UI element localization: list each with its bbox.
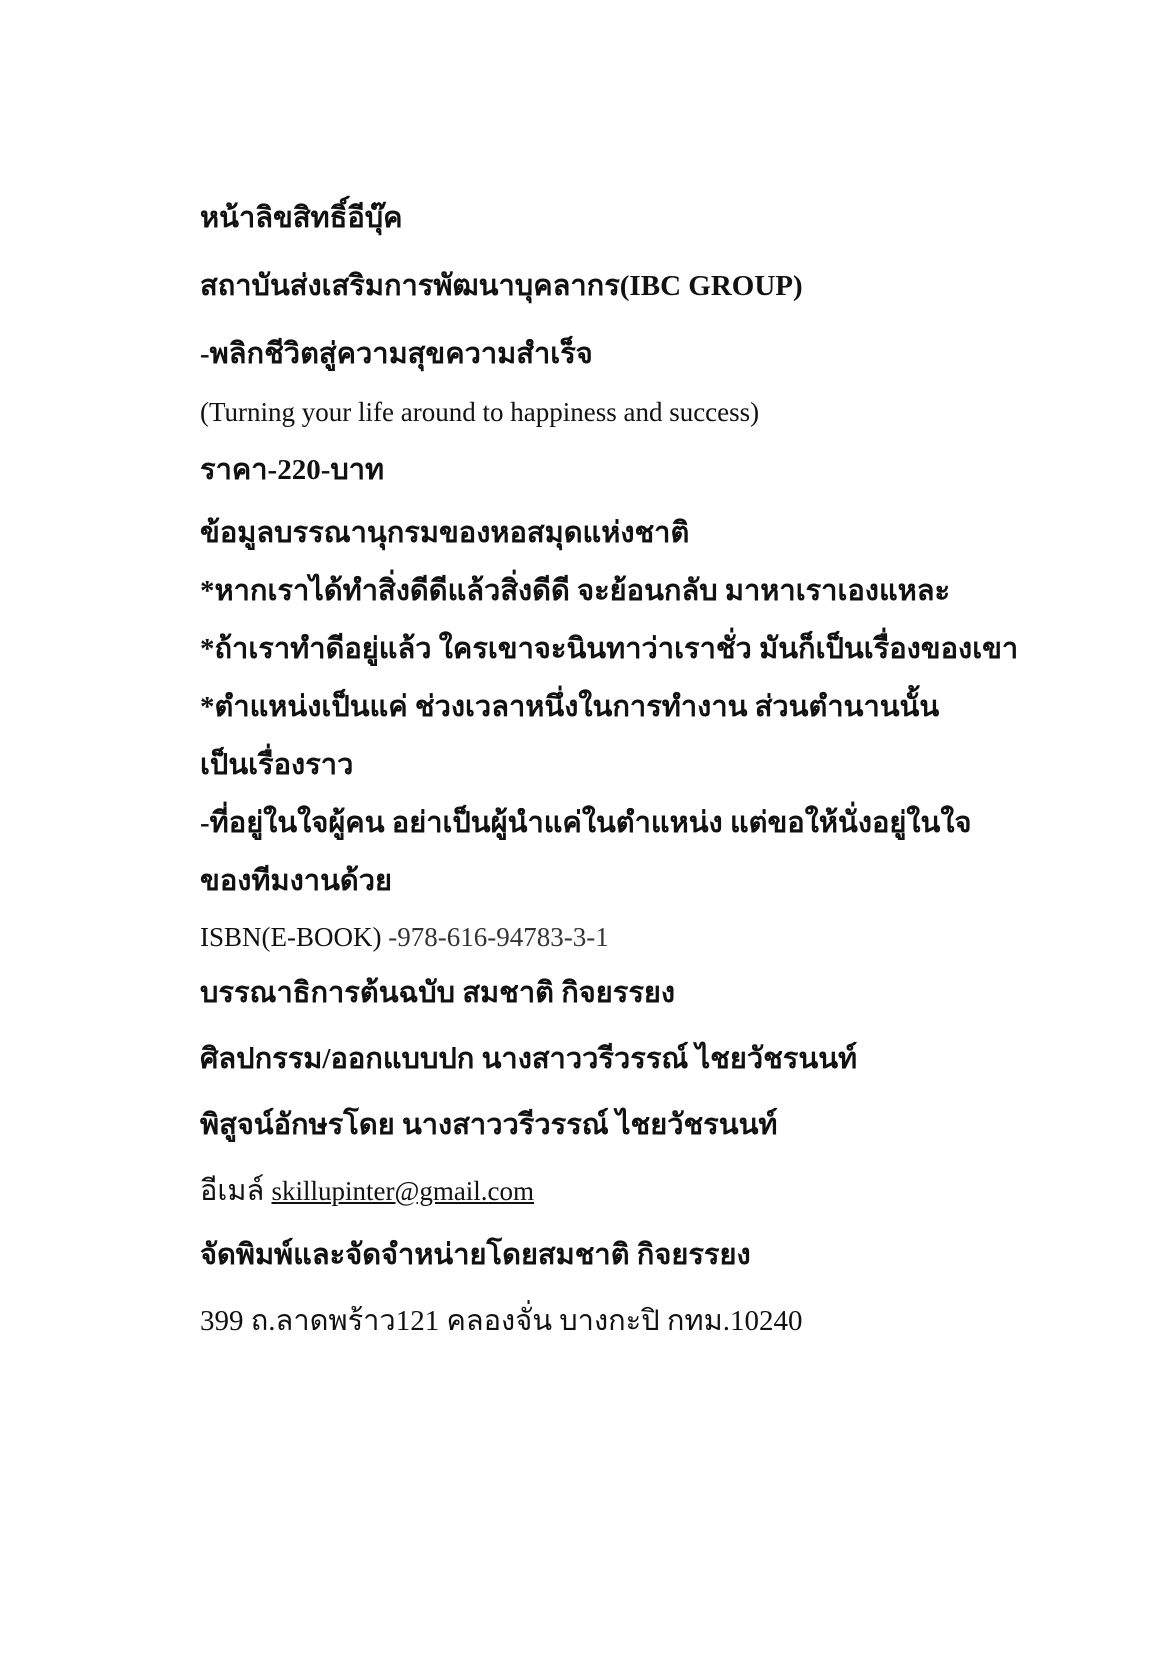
editor-credit: บรรณาธิการต้นฉบับ สมชาติ กิจยรรยง bbox=[200, 977, 676, 1009]
quote-line: เป็นเรื่องราว bbox=[200, 749, 354, 781]
cover-design-credit: ศิลปกรรม/ออกแบบปก นางสาววรีวรรณ์ ไชยวัชรนนท์ bbox=[200, 1043, 858, 1075]
email-label: อีเมล์ bbox=[200, 1175, 265, 1207]
cip-heading: ข้อมูลบรรณานุกรมของหอสมุดแห่งชาติ bbox=[200, 517, 690, 549]
book-title-thai: -พลิกชีวิตสู่ความสุขความสำเร็จ bbox=[200, 338, 593, 370]
publisher-credit: จัดพิมพ์และจัดจำหน่ายโดยสมชาติ กิจยรรยง bbox=[200, 1239, 751, 1271]
quote-line: *ถ้าเราทำดีอยู่แล้ว ใครเขาจะนินทาว่าเราชั่ว มันก็เป็นเรื่องของเขา bbox=[200, 633, 1019, 665]
quote-line: -ที่อยู่ในใจผู้คน อย่าเป็นผู้นำแค่ในตำแหน่ง แต่ขอให้นั่งอยู่ในใจ bbox=[200, 807, 972, 839]
email-link[interactable]: skillupinter@gmail.com bbox=[271, 1176, 535, 1206]
proofreader-credit: พิสูจน์อักษรโดย นางสาววรีวรรณ์ ไชยวัชรนนท์ bbox=[200, 1109, 778, 1141]
quote-line: ของทีมงานด้วย bbox=[200, 865, 393, 897]
institute-name: สถาบันส่งเสริมการพัฒนาบุคลากร(IBC GROUP) bbox=[200, 270, 803, 302]
page-title: หน้าลิขสิทธิ์อีบุ๊ค bbox=[200, 202, 403, 234]
isbn-line bbox=[200, 919, 609, 955]
quote-line: *หากเราได้ทำสิ่งดีดีแล้วสิ่งดีดี จะย้อนกลับ มาหาเราเองแหละ bbox=[200, 575, 951, 607]
book-title-english: (Turning your life around to happiness and success) bbox=[200, 397, 760, 427]
publisher-address: 399 ถ.ลาดพร้าว121 คลองจั่น บางกะปิ กทม.10240 bbox=[200, 1305, 803, 1337]
isbn-label: ISBN(E-BOOK) bbox=[200, 922, 382, 952]
quote-line: *ตำแหน่งเป็นแค่ ช่วงเวลาหนึ่งในการทำงาน ส่วนตำนานนั้น bbox=[200, 691, 940, 723]
isbn-number: -978-616-94783-3-1 bbox=[388, 922, 609, 952]
price: ราคา-220-บาท bbox=[200, 454, 385, 486]
email-line bbox=[200, 1173, 534, 1209]
